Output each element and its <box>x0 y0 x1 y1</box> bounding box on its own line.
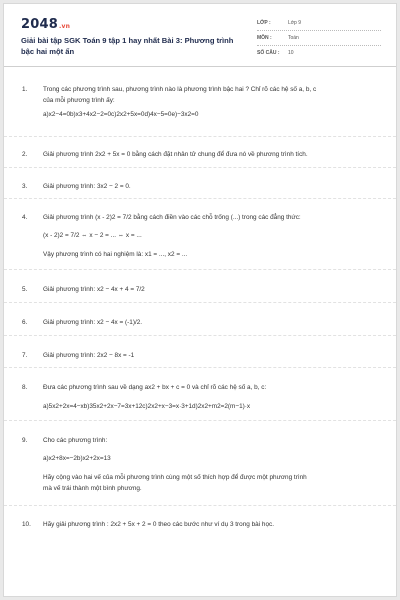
meta-subject-value: Toán <box>288 35 299 41</box>
question-number: 8. <box>22 384 28 391</box>
divider-line <box>4 302 396 303</box>
question-text: Trong các phương trình sau, phương trình nào là phương trình bậc hai ? Chỉ rõ các hệ số a, b, c <box>43 86 317 93</box>
question-number: 7. <box>22 352 28 359</box>
logo-suffix: .vn <box>58 23 71 30</box>
question-text: Hãy cộng vào hai vế của mỗi phương trình cùng một số thích hợp để được một phương trình <box>43 474 307 481</box>
question-text: Giải phương trình: 3x2 − 2 = 0. <box>43 183 131 190</box>
question-number: 9. <box>22 437 28 444</box>
meta-question-count <box>257 48 381 60</box>
divider-line <box>4 269 396 270</box>
question-text: a)5x2+2x=4−xb)35x2+2x−7=3x+12c)2x2+x−3=x·3+1d)2x2+m2=2(m−1)·x <box>43 403 251 410</box>
question-text: Vậy phương trình có hai nghiệm là: x1 = ..., x2 = ... <box>43 251 188 258</box>
meta-subject-label: MÔN : <box>257 35 272 41</box>
question-text: a)x2+8x=−2b)x2+2x=13 <box>43 455 111 462</box>
question-text: (x - 2)2 = 7/2 ⇔ x − 2 = ... ⇔ x = ... <box>43 232 142 239</box>
question-number: 2. <box>22 151 28 158</box>
divider-line <box>4 420 396 421</box>
worksheet-page <box>3 3 397 597</box>
worksheet-header <box>4 4 396 67</box>
meta-question-count-label: SỐ CÂU : <box>257 50 280 56</box>
divider-line <box>4 367 396 368</box>
meta-question-count-value: 10 <box>288 50 294 56</box>
question-text: Giải phương trình 2x2 + 5x = 0 bằng cách đặt nhân tử chung để đưa nó về phương trình tích. <box>43 151 308 158</box>
question-text: mà vế trái thành một bình phương. <box>43 485 142 492</box>
question-text: Hãy giải phương trình : 2x2 + 5x + 2 = 0 theo các bước như ví dụ 3 trong bài học. <box>43 521 274 528</box>
site-logo[interactable] <box>21 17 70 32</box>
question-number: 10. <box>22 521 31 528</box>
worksheet-title: Giải bài tập SGK Toán 9 tập 1 hay nhất Bài 3: Phương trình bậc hai một ẩn <box>21 36 234 56</box>
question-text: Giải phương trình: 2x2 − 8x = -1 <box>43 352 135 359</box>
logo-text: 2048 <box>21 17 58 32</box>
meta-subject <box>257 33 381 46</box>
question-text: Giải phương trình: x2 − 4x + 4 = 7/2 <box>43 286 145 293</box>
question-number: 3. <box>22 183 28 190</box>
divider-line <box>4 335 396 336</box>
question-text: Cho các phương trình: <box>43 437 108 444</box>
divider-line <box>4 505 396 506</box>
question-number: 4. <box>22 214 28 221</box>
divider-line <box>4 198 396 199</box>
divider-line <box>4 136 396 137</box>
question-text: Giải phương trình (x - 2)2 = 7/2 bằng cách điền vào các chỗ trống (...) trong các đẳng thức: <box>43 214 301 221</box>
question-text: Đưa các phương trình sau về dạng ax2 + bx + c = 0 và chỉ rõ các hệ số a, b, c: <box>43 384 267 391</box>
question-number: 1. <box>22 86 28 93</box>
question-text: Giải phương trình: x2 − 4x = (-1)/2. <box>43 319 143 326</box>
meta-grade-label: LỚP : <box>257 20 271 26</box>
question-number: 6. <box>22 319 28 326</box>
meta-grade <box>257 18 381 31</box>
question-number: 5. <box>22 286 28 293</box>
meta-grade-value: Lớp 9 <box>288 20 302 26</box>
question-text: a)x2−4=0b)x3+4x2−2=0c)2x2+5x=0d)4x−5=0e)−3x2=0 <box>43 111 199 118</box>
question-text: của mỗi phương trình ấy: <box>43 97 115 104</box>
divider-line <box>4 167 396 168</box>
